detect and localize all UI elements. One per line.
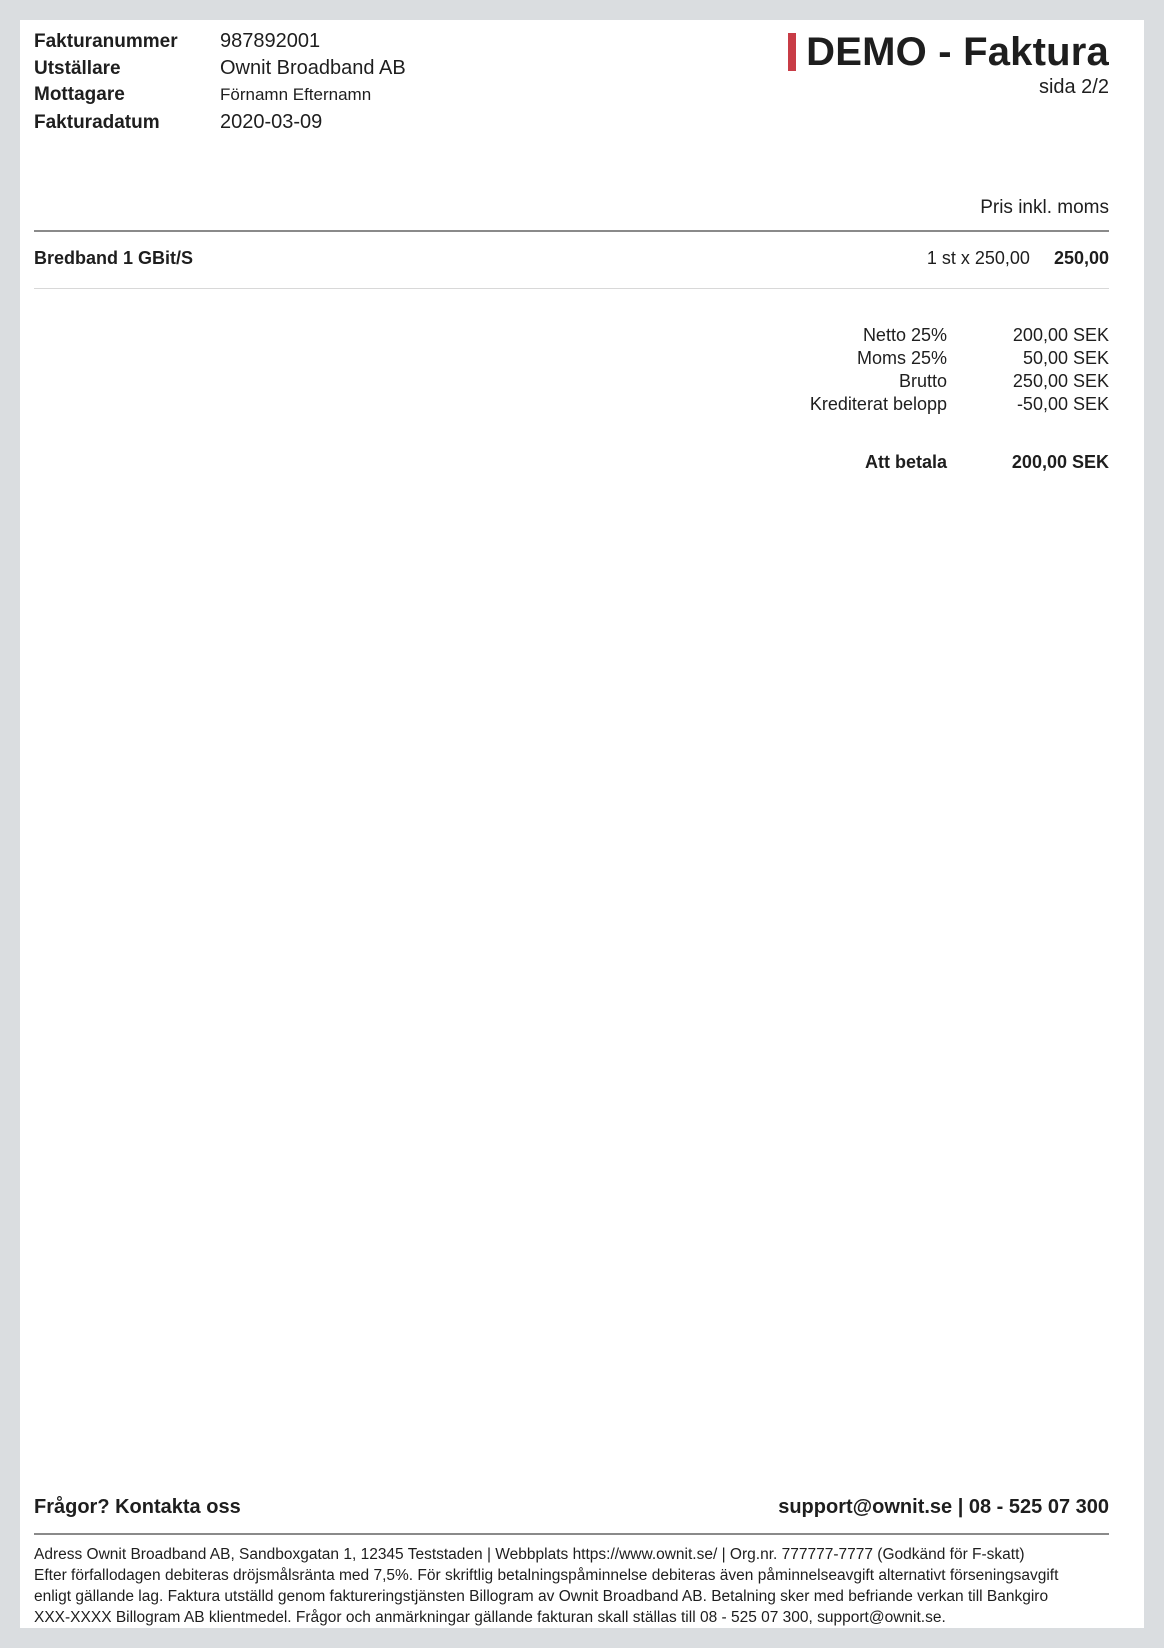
recipient-row <box>34 84 406 111</box>
total-value: 200,00 SEK <box>1012 325 1109 345</box>
amount-due-row <box>709 452 1109 475</box>
invoice-meta <box>34 30 406 138</box>
invoice-date-value: 2020-03-09 <box>220 111 323 133</box>
footer-contact <box>34 1496 1109 1519</box>
item-amount: 250,00 <box>1053 248 1109 268</box>
total-row-brutto <box>709 371 1109 394</box>
totals-summary <box>709 325 1109 475</box>
invoice-number-value: 987892001 <box>220 30 321 52</box>
total-row-netto <box>709 325 1109 348</box>
invoice-page <box>20 20 1144 1628</box>
contact-heading: Frågor? Kontakta oss <box>34 1496 241 1518</box>
total-label: Netto 25% <box>862 325 947 345</box>
page-title-text: DEMO - Faktura <box>806 30 1109 74</box>
total-label: Moms 25% <box>856 348 947 368</box>
amount-due-label: Att betala <box>864 452 947 472</box>
invoice-number-label: Fakturanummer <box>34 31 178 52</box>
footer-line: Efter förfallodagen debiteras dröjsmålsränta med 7,5%. För skriftlig betalningspåminnelse debiteras även påminnelseavgift alternativt förseningsavgift <box>34 1567 1059 1584</box>
recipient-value: Förnamn Efternamn <box>220 85 372 104</box>
total-row-credited <box>709 394 1109 417</box>
item-description: Bredband 1 GBit/S <box>34 248 194 268</box>
page-title <box>788 28 1109 76</box>
footer-legal-text <box>34 1544 1109 1628</box>
table-header-divider <box>34 230 1109 232</box>
invoice-date-row <box>34 111 406 138</box>
total-label: Brutto <box>898 371 947 391</box>
total-value: -50,00 SEK <box>1016 394 1109 414</box>
total-row-moms <box>709 348 1109 371</box>
price-column-header: Pris inkl. moms <box>980 197 1109 218</box>
total-label: Krediterat belopp <box>809 394 947 414</box>
table-row <box>34 248 1109 269</box>
footer-divider <box>34 1533 1109 1535</box>
title-block <box>788 28 1109 99</box>
table-row-divider <box>34 288 1109 289</box>
invoice-number-row <box>34 30 406 57</box>
footer-line: XXX-XXXX Billogram AB klientmedel. Frågor och anmärkningar gällande fakturan skall ställas till 08 - 525 07 300, support@ownit.se. <box>34 1609 946 1626</box>
issuer-value: Ownit Broadband AB <box>220 57 406 79</box>
total-value: 50,00 SEK <box>1022 348 1109 368</box>
footer-line: enligt gällande lag. Faktura utställd genom faktureringstjänsten Billogram av Ownit Broadband AB. Betalning sker med befriande verkan till Bankgiro <box>34 1588 1049 1605</box>
total-value: 250,00 SEK <box>1012 371 1109 391</box>
accent-bar <box>788 33 796 71</box>
issuer-row <box>34 57 406 84</box>
recipient-label: Mottagare <box>34 84 125 105</box>
contact-info: support@ownit.se | 08 - 525 07 300 <box>778 1496 1109 1518</box>
item-quantity: 1 st x 250,00 <box>926 248 1030 268</box>
amount-due-value: 200,00 SEK <box>1011 452 1109 472</box>
invoice-date-label: Fakturadatum <box>34 112 160 133</box>
issuer-label: Utställare <box>34 58 121 79</box>
page-number: sida 2/2 <box>1038 76 1109 98</box>
footer-line: Adress Ownit Broadband AB, Sandboxgatan 1, 12345 Teststaden | Webbplats https://www.ownit.se/ | Org.nr. 777777-7777 (Godkänd för F-skatt) <box>34 1546 1025 1563</box>
